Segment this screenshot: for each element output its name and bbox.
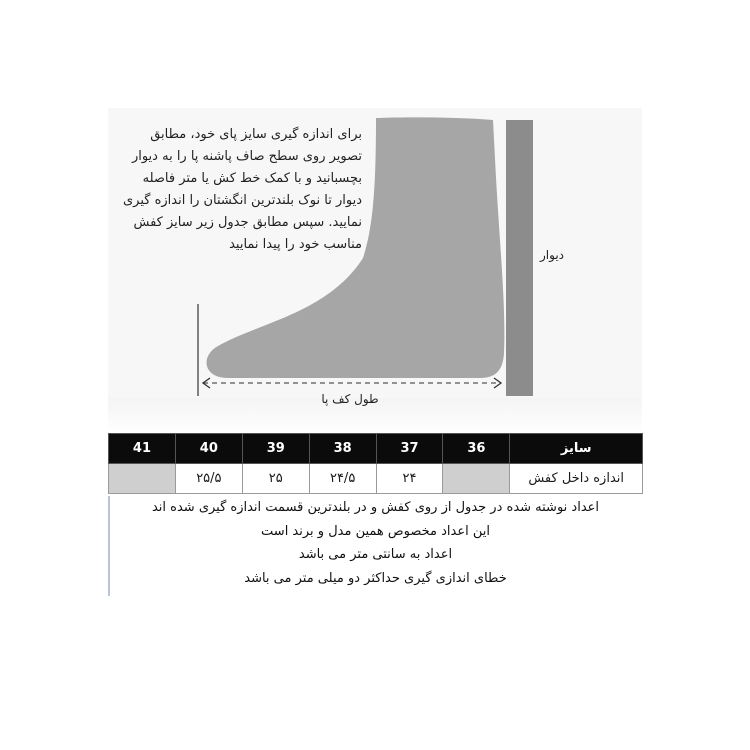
size-cell: 41 [109,434,176,464]
inner-length-label: اندازه داخل کفش [510,464,643,494]
inner-length-cell: ۲۵/۵ [175,464,242,494]
inner-length-cell [443,464,510,494]
size-cell: 40 [175,434,242,464]
note-line: خطای اندازی گیری حداکثر دو میلی متر می باشد [244,570,507,586]
size-cell: 39 [242,434,309,464]
size-cell: 38 [309,434,376,464]
note-line: اعداد نوشته شده در جدول از روی کفش و در بلندترین قسمت اندازه گیری شده اند [151,500,600,515]
size-table [108,433,643,494]
inner-length-cell: ۲۴/۵ [309,464,376,494]
left-accent-strip [108,496,110,596]
size-header-label: سایز [510,434,643,464]
size-cell: 37 [376,434,443,464]
inner-length-cell [109,464,176,494]
inner-length-cell: ۲۵ [242,464,309,494]
inner-length-cell: ۲۴ [376,464,443,494]
foot-length-label: طول کف پا [321,392,379,406]
wall-label: دیوار [540,248,565,262]
note-line: این اعداد مخصوص همین مدل و برند است [261,523,490,539]
note-line: اعداد به سانتی متر می باشد [298,547,453,562]
size-header-row [109,434,643,464]
measurement-instructions: برای اندازه گیری سایز پای خود، مطابق تصویر روی سطح صاف پاشنه پا را به دیوار بچسبانید و با کمک خط کش یا متر فاصله دیوار تا نوک بلندترین انگشتان را اندازه گیری نمایید. سپس مطابق جدول زیر سایز کفش مناسب خود را پیدا نمایید [122,127,362,252]
wall [506,120,533,396]
size-cell: 36 [443,434,510,464]
inner-length-row [109,464,643,494]
notes-block [108,496,643,590]
